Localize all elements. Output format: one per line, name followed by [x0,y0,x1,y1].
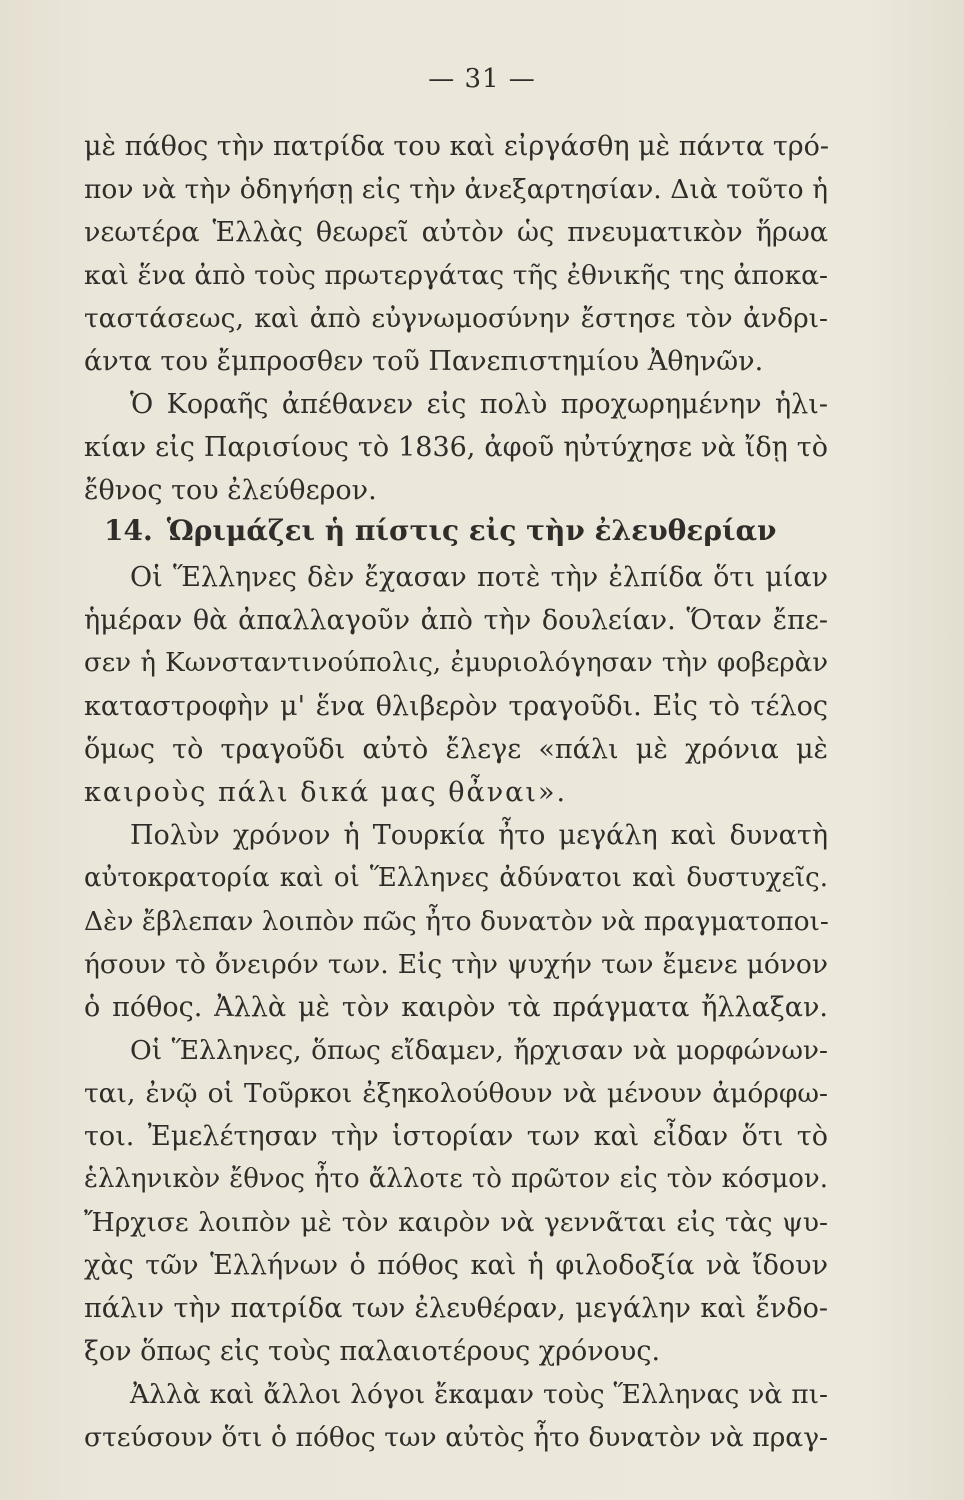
text-line-26: χὰς τῶν Ἑλλήνων ὁ πόθος καὶ ἡ φιλοδοξία νὰ ἴδουν [84,1250,828,1281]
text-line-8: κίαν εἰς Παρισίους τὸ 1836, ἀφοῦ ηὐτύχησε νὰ ἴδῃ τὸ [84,432,828,463]
page-number: — 31 — [428,64,536,94]
text-line-22: ται, ἐνῷ οἱ Τοῦρκοι ἐξηκολούθουν νὰ μένουν ἀμόρφω- [84,1078,828,1109]
text-line-30: στεύσουν ὅτι ὁ πόθος των αὐτὸς ἦτο δυνατὸν νὰ πραγ- [84,1422,828,1453]
text-line-29: Ἀλλὰ καὶ ἄλλοι λόγοι ἔκαμαν τοὺς Ἕλληνας νὰ πι- [130,1379,828,1410]
text-line-23: τοι. Ἐμελέτησαν τὴν ἱστορίαν των καὶ εἶδαν ὅτι τὸ [84,1121,828,1152]
text-line-6: άντα του ἔμπροσθεν τοῦ Πανεπιστημίου Ἀθηνῶν. [84,346,764,377]
text-line-16: Πολὺν χρόνον ἡ Τουρκία ἦτο μεγάλη καὶ δυνατὴ [130,820,828,851]
text-line-7: Ὁ Κοραῆς ἀπέθανεν εἰς πολὺ προχωρημένην ἡλι- [130,389,828,420]
text-line-15: καιροὺς πάλι δικά μας θἆναι». [84,777,568,808]
text-line-20: ὁ πόθος. Ἀλλὰ μὲ τὸν καιρὸν τὰ πράγματα ἤλλαξαν. [84,992,828,1023]
section-title: Ὡριμάζει ἡ πίστις εἰς τὴν ἐλευθερίαν [166,514,777,547]
text-line-21: Οἱ Ἕλληνες, ὅπως εἴδαμεν, ἤρχισαν νὰ μορφώνων- [130,1035,828,1066]
text-line-18: Δὲν ἔβλεπαν λοιπὸν πῶς ἦτο δυνατὸν νὰ πραγματοποι- [84,906,829,937]
section-heading [104,512,804,549]
text-line-10: Οἱ Ἕλληνες δὲν ἔχασαν ποτὲ τὴν ἐλπίδα ὅτι μίαν [130,562,828,593]
text-line-1: μὲ πάθος τὴν πατρίδα του καὶ εἰργάσθη μὲ πάντα τρό- [84,131,830,162]
text-line-9: ἔθνος του ἐλεύθερον. [84,475,377,506]
text-line-27: πάλιν τὴν πατρίδα των ἐλευθέραν, μεγάλην καὶ ἔνδο- [84,1293,828,1324]
text-line-19: ήσουν τὸ ὄνειρόν των. Εἰς τὴν ψυχήν των ἔμενε μόνον [84,949,828,980]
text-line-24: ἑλληνικὸν ἔθνος ἦτο ἄλλοτε τὸ πρῶτον εἰς τὸν κόσμον. [84,1164,828,1194]
section-number: 14. [104,514,153,547]
text-line-17: αὐτοκρατορία καὶ οἱ Ἕλληνες ἀδύνατοι καὶ δυστυχεῖς. [84,863,828,893]
text-line-11: ἡμέραν θὰ ἀπαλλαγοῦν ἀπὸ τὴν δουλείαν. Ὅταν ἔπε- [84,605,828,636]
text-line-25: Ἤρχισε λοιπὸν μὲ τὸν καιρὸν νὰ γεννᾶται εἰς τὰς ψυ- [84,1207,828,1238]
text-line-12: σεν ἡ Κωνσταντινούπολις, ἐμυριολόγησαν τὴν φοβερὰν [84,648,828,678]
text-line-5: ταστάσεως, καὶ ἀπὸ εὐγνωμοσύνην ἔστησε τὸν ἀνδρι- [84,303,828,334]
text-line-14: ὅμως τὸ τραγοῦδι αὐτὸ ἔλεγε «πάλι μὲ χρόνια μὲ [84,734,828,765]
text-line-28: ξον ὅπως εἰς τοὺς παλαιοτέρους χρόνους. [84,1336,661,1367]
text-line-3: νεωτέρα Ἑλλὰς θεωρεῖ αὐτὸν ὡς πνευματικὸν ἥρωα [84,217,828,248]
text-line-13: καταστροφὴν μ' ἕνα θλιβερὸν τραγοῦδι. Εἰς τὸ τέλος [84,691,828,722]
text-line-4: καὶ ἕνα ἀπὸ τοὺς πρωτεργάτας τῆς ἐθνικῆς της ἀποκα- [84,260,828,291]
text-line-2: πον νὰ τὴν ὁδηγήσῃ εἰς τὴν ἀνεξαρτησίαν. Διὰ τοῦτο ἡ [84,174,828,205]
